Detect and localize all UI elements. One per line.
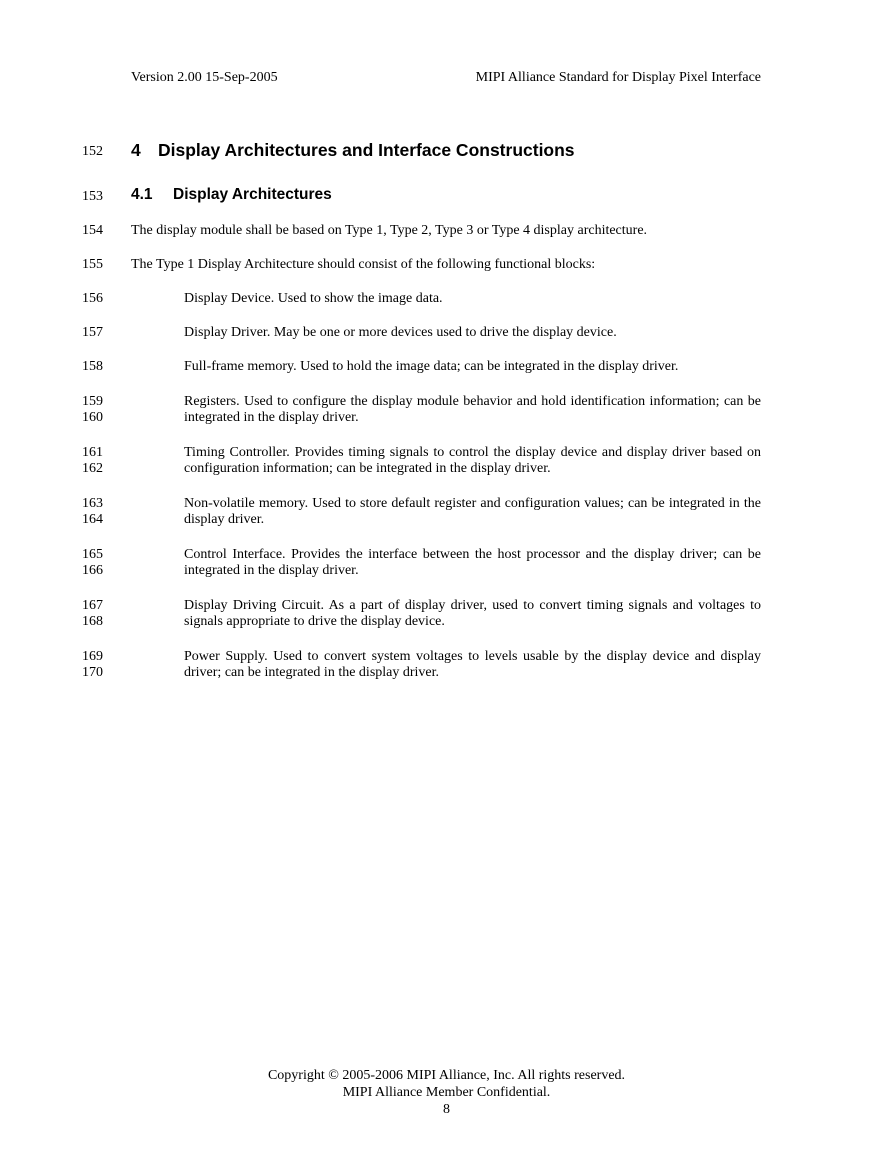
list-item: Registers. Used to configure the display module behavior and hold identification information; can be integrated in the display driver. — [184, 394, 761, 425]
list-item: Power Supply. Used to convert system voltages to levels usable by the display device and display driver; can be integrated in the display driver. — [184, 649, 761, 680]
line-number: 168 — [82, 614, 103, 629]
line-number: 165 — [82, 547, 103, 562]
section-title: Display Architectures and Interface Constructions — [158, 140, 575, 160]
subsection-title: Display Architectures — [173, 186, 332, 203]
list-item: Display Driver. May be one or more devices used to drive the display device. — [184, 325, 617, 340]
section-number: 4 — [131, 140, 141, 160]
line-number: 152 — [82, 144, 103, 159]
list-item: Full-frame memory. Used to hold the image data; can be integrated in the display driver. — [184, 359, 679, 374]
paragraph: The display module shall be based on Type 1, Type 2, Type 3 or Type 4 display architecture. — [131, 223, 648, 238]
footer-confidential: MIPI Alliance Member Confidential. — [342, 1085, 551, 1100]
line-number: 160 — [82, 410, 103, 425]
list-item: Display Device. Used to show the image data. — [184, 291, 443, 306]
line-number: 164 — [82, 512, 103, 527]
list-item: Non-volatile memory. Used to store default register and configuration values; can be integrated in the display driver. — [184, 496, 761, 527]
list-item: Timing Controller. Provides timing signals to control the display device and display driver based on configuration information; can be integrated in the display driver. — [184, 445, 761, 476]
list-item: Display Driving Circuit. As a part of display driver, used to convert timing signals and voltages to signals appropriate to drive the display device. — [184, 598, 761, 629]
line-number: 153 — [82, 189, 103, 204]
line-number: 159 — [82, 394, 103, 409]
section-heading — [131, 140, 575, 161]
page-number: 8 — [443, 1102, 450, 1117]
list-item: Control Interface. Provides the interface between the host processor and the display driver; can be integrated in the display driver. — [184, 547, 761, 578]
line-number: 162 — [82, 461, 103, 476]
header-version: Version 2.00 15-Sep-2005 — [131, 70, 278, 85]
paragraph: The Type 1 Display Architecture should consist of the following functional blocks: — [131, 257, 596, 272]
line-number: 155 — [82, 257, 103, 272]
page-footer — [0, 1067, 893, 1118]
footer-copyright: Copyright © 2005-2006 MIPI Alliance, Inc. All rights reserved. — [267, 1068, 626, 1083]
line-number: 156 — [82, 291, 103, 306]
line-number: 169 — [82, 649, 103, 664]
line-number: 167 — [82, 598, 103, 613]
line-number: 157 — [82, 325, 103, 340]
line-number: 170 — [82, 665, 103, 680]
line-number: 166 — [82, 563, 103, 578]
header-title: MIPI Alliance Standard for Display Pixel Interface — [475, 70, 761, 85]
subsection-heading — [131, 186, 332, 204]
line-number: 154 — [82, 223, 103, 238]
line-number: 161 — [82, 445, 103, 460]
subsection-number: 4.1 — [131, 186, 153, 203]
line-number: 158 — [82, 359, 103, 374]
line-number: 163 — [82, 496, 103, 511]
